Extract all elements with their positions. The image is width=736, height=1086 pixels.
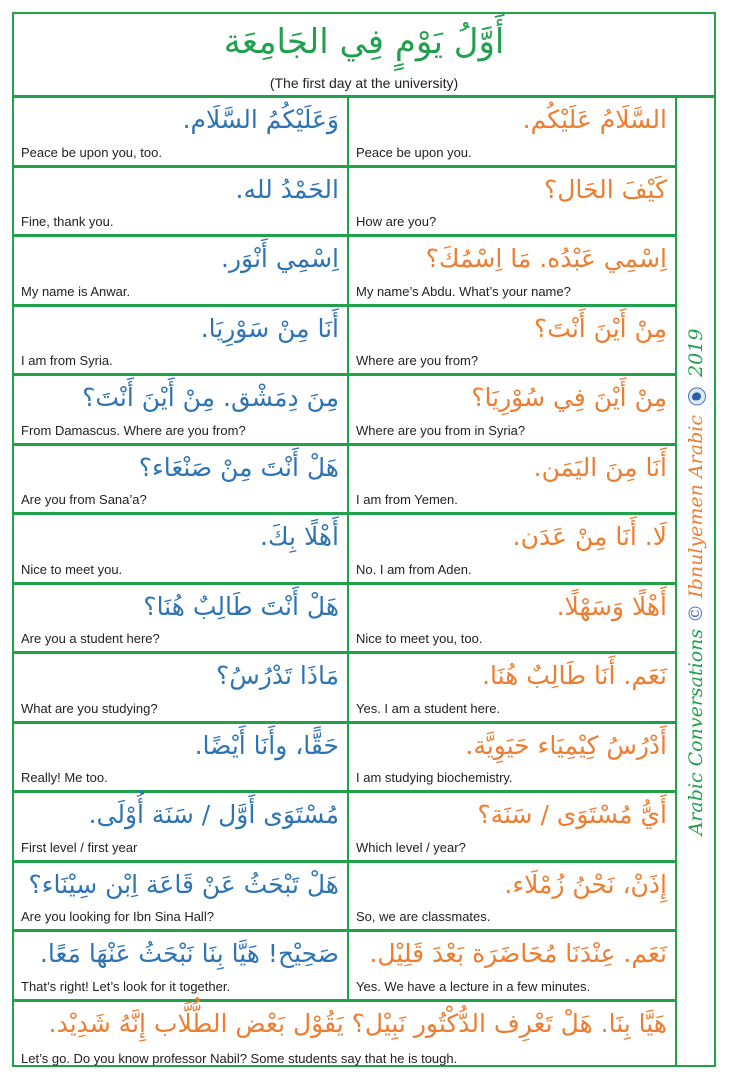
arabic-prompt: أَهْلًا وَسَهْلًا. [556, 591, 667, 621]
header [14, 14, 714, 98]
prompt-cell [349, 98, 675, 165]
table-row [14, 376, 675, 446]
title-arabic: أَوَّلُ يَوْمٍ فِي الجَامِعَة [223, 22, 505, 62]
conversation-sheet [12, 12, 716, 1067]
table-row [14, 168, 675, 238]
prompt-cell [349, 237, 675, 304]
arabic-prompt: السَّلَامُ عَلَيْكُم. [522, 105, 667, 134]
arabic-prompt: إِذَنْ، نَحْنُ زُمْلَاء. [504, 869, 667, 899]
table-row [14, 98, 675, 168]
english-prompt: Where are you from? [356, 353, 479, 368]
reply-cell [14, 237, 349, 304]
reply-cell [14, 98, 349, 165]
arabic-prompt: اِسْمِي عَبْدُه. مَا اِسْمُكَ؟ [425, 244, 667, 273]
arabic-prompt: مِنْ أَيْنَ أَنْتَ؟ [534, 313, 667, 343]
arabic-reply: أَهْلًا بِكَ. [260, 522, 339, 551]
arabic-reply: مَاذَا تَدْرُسُ؟ [216, 661, 339, 690]
english-prompt: How are you? [356, 214, 437, 229]
reply-cell [14, 446, 349, 513]
arabic-final-prompt: هَيَّا بِنَا. هَلْ تَعْرِف الدُّكْتُور نَبِيْل؟ يَقُوْل بَعْض الطُّلَّاب إِنَّهُ شَدِيْد. [48, 1008, 667, 1038]
arabic-prompt: لَا. أَنَا مِنْ عَدَن. [512, 522, 667, 551]
arabic-reply: اِسْمِي أَنْوَر. [221, 244, 339, 273]
english-prompt: I am from Yemen. [356, 492, 458, 507]
arabic-reply: هَلْ أَنْتَ طَالِبٌ هُنَا؟ [143, 591, 339, 621]
english-reply: My name is Anwar. [21, 283, 131, 299]
english-prompt: Yes. I am a student here. [356, 700, 501, 716]
arabic-prompt: أَيُّ مُسْتَوَى / سَنَة؟ [477, 800, 667, 829]
credit-year: 2019 [684, 328, 707, 377]
ibnulyemen-logo-icon [688, 386, 706, 404]
english-reply: Are you from Sana’a? [21, 492, 147, 507]
english-reply: Fine, thank you. [21, 214, 114, 229]
table-row [14, 307, 675, 377]
arabic-prompt: نَعَم. أَنَا طَالِبٌ هُنَا. [482, 661, 667, 690]
english-prompt: Yes. We have a lecture in a few minutes. [356, 978, 591, 994]
arabic-prompt: أَنَا مِنَ اليَمَن. [533, 452, 667, 482]
english-prompt: No. I am from Aden. [356, 561, 472, 577]
english-prompt: Peace be upon you. [356, 144, 472, 160]
reply-cell [14, 793, 349, 860]
reply-cell [14, 168, 349, 235]
arabic-reply: هَلْ أَنْتَ مِنْ صَنْعَاء؟ [138, 452, 339, 482]
english-prompt: Where are you from in Syria? [356, 422, 526, 438]
english-final-prompt: Let’s go. Do you know professor Nabil? Some students say that he is tough. [21, 1051, 458, 1066]
credit-author: Ibnulyemen Arabic [684, 414, 707, 598]
prompt-cell [349, 863, 675, 930]
arabic-reply: مِنَ دِمَشْق. مِنْ أَيْنَ أَنْتَ؟ [82, 383, 339, 412]
prompt-cell [349, 932, 675, 999]
arabic-reply: هَلْ تَبْحَثُ عَنْ قَاعَة اِبْن سِيْنَاء؟ [28, 869, 339, 899]
arabic-prompt: أَدْرُسُ كِيْمِيَاء حَيَوِيَّة. [465, 730, 667, 760]
dialogue-table [14, 98, 675, 1071]
table-row [14, 863, 675, 933]
table-row [14, 446, 675, 516]
prompt-cell [349, 793, 675, 860]
prompt-cell [349, 168, 675, 235]
prompt-cell [349, 376, 675, 443]
arabic-prompt: نَعَم. عِنْدَنَا مُحَاضَرَة بَعْدَ قَلِيْل. [369, 939, 667, 968]
arabic-reply: صَحِيْح! هَيَّا بِنَا نَبْحَثُ عَنْهَا مَعًا. [39, 939, 339, 968]
arabic-prompt: كَيْفَ الحَال؟ [543, 174, 667, 204]
table-row [14, 932, 675, 1002]
english-reply: What are you studying? [21, 700, 158, 716]
arabic-reply: وَعَلَيْكُمُ السَّلَام. [182, 105, 339, 134]
reply-cell [14, 585, 349, 652]
final-row [14, 1002, 675, 1072]
prompt-cell [349, 515, 675, 582]
copyright-symbol: © [684, 603, 707, 623]
english-reply: Really! Me too. [21, 770, 108, 785]
table-row [14, 237, 675, 307]
english-reply: I am from Syria. [21, 353, 113, 368]
credit-series: Arabic Conversations [684, 628, 707, 835]
arabic-reply: أَنَا مِنْ سَوْرِيَا. [200, 313, 339, 343]
english-prompt: My name’s Abdu. What’s your name? [356, 283, 571, 299]
arabic-prompt: مِنْ أَيْنَ فِي سُوْرِيَا؟ [471, 383, 667, 412]
english-prompt: Which level / year? [356, 839, 466, 855]
arabic-reply: الحَمْدُ لله. [235, 174, 339, 204]
credit-text [685, 328, 707, 835]
table-row [14, 793, 675, 863]
english-reply: Nice to meet you. [21, 561, 123, 577]
english-reply: That’s right! Let’s look for it together. [21, 978, 231, 994]
table-row [14, 585, 675, 655]
final-prompt-cell [14, 1002, 675, 1072]
reply-cell [14, 515, 349, 582]
prompt-cell [349, 446, 675, 513]
credit-sidebar [675, 98, 714, 1065]
table-row [14, 515, 675, 585]
reply-cell [14, 863, 349, 930]
english-reply: First level / first year [21, 839, 138, 855]
prompt-cell [349, 307, 675, 374]
prompt-cell [349, 724, 675, 791]
prompt-cell [349, 585, 675, 652]
prompt-cell [349, 654, 675, 721]
english-prompt: So, we are classmates. [356, 909, 491, 924]
table-row [14, 654, 675, 724]
table-row [14, 724, 675, 794]
english-reply: Are you looking for Ibn Sina Hall? [21, 909, 214, 924]
reply-cell [14, 932, 349, 999]
english-reply: From Damascus. Where are you from? [21, 422, 246, 438]
arabic-reply: مُسْتَوَى أَوَّل / سَنَة أُوْلَى. [88, 800, 339, 829]
reply-cell [14, 654, 349, 721]
arabic-reply: حَقًّا، وأَنَا أَيْضًا. [194, 730, 339, 760]
english-reply: Peace be upon you, too. [21, 144, 162, 160]
english-reply: Are you a student here? [21, 631, 160, 646]
reply-cell [14, 307, 349, 374]
title-english: (The first day at the university) [269, 75, 459, 91]
english-prompt: Nice to meet you, too. [356, 631, 483, 646]
reply-cell [14, 724, 349, 791]
reply-cell [14, 376, 349, 443]
english-prompt: I am studying biochemistry. [356, 770, 513, 785]
